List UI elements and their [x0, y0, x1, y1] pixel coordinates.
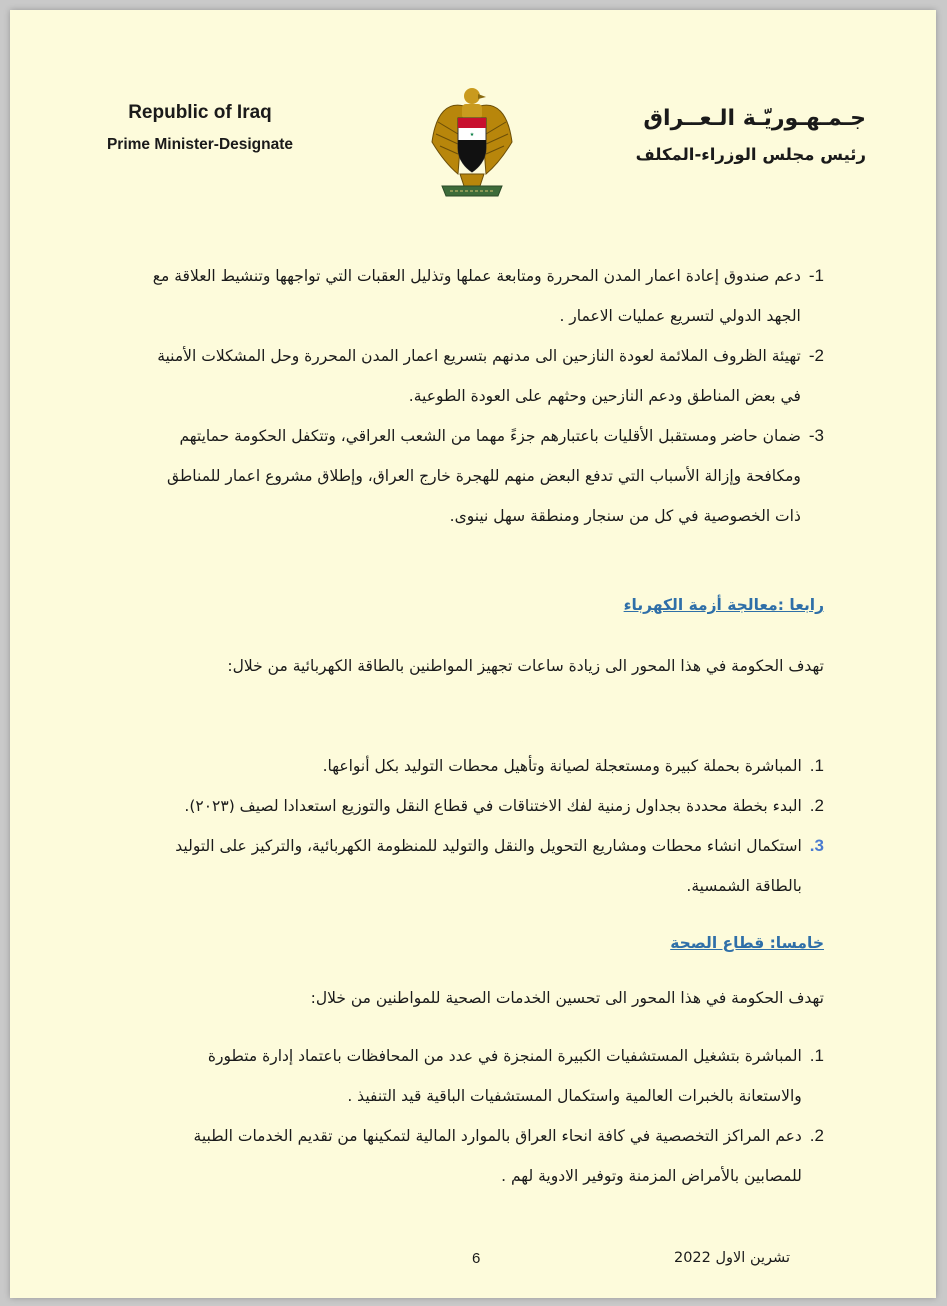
item-text: تهيئة الظروف الملائمة لعودة النازحين الى مدنهم بتسريع اعمار المدن المحررة وحل المشكلات الأمنية في بعض المناطق ودعم النازحين وحثهم على العودة الطوعية.: [157, 347, 801, 405]
header-english: [80, 102, 320, 154]
section5-intro: [150, 978, 824, 1018]
item-text: المباشرة بتشغيل المستشفيات الكبيرة المنجزة في عدد من المحافظات باعتماد إدارة متطورة والاستعانة بالخبرات العالمية واستكمال المستشفيات الباقية قيد التنفيذ .: [207, 1047, 802, 1105]
intro-list: [150, 256, 824, 536]
item-number: 2.: [809, 796, 824, 815]
list-item: [150, 256, 824, 336]
list-item: [150, 786, 824, 826]
item-number: 1-: [808, 266, 824, 285]
section-heading-health: خامسا: قطاع الصحة: [670, 934, 824, 952]
country-name-ar: جـمـهـوريّـة الـعــراق: [643, 106, 866, 131]
page-number: 6: [472, 1250, 481, 1267]
office-title-ar: رئيس مجلس الوزراء-المكلف: [635, 145, 866, 164]
iraq-eagle-emblem-icon: [428, 82, 516, 204]
list-item: [150, 336, 824, 416]
item-text: المباشرة بحملة كبيرة ومستعجلة لصيانة وتأهيل محطات التوليد بكل أنواعها.: [322, 757, 802, 775]
document-date: تشرين الاول 2022: [673, 1250, 790, 1266]
header-arabic: [586, 106, 866, 164]
item-number: 3.: [809, 836, 824, 855]
section-intro-text: تهدف الحكومة في هذا المحور الى تحسين الخدمات الصحية للمواطنين من خلال:: [310, 989, 824, 1007]
item-number: 1.: [809, 756, 824, 775]
list-item: [150, 1116, 824, 1196]
list-item: [150, 746, 824, 786]
item-text: البدء بخطة محددة بجداول زمنية لفك الاختناقات في قطاع النقل والتوزيع استعدادا لصيف (٢٠٢٣).: [184, 797, 802, 815]
office-title-en: Prime Minister-Designate: [106, 136, 294, 153]
item-number: 2-: [808, 346, 824, 365]
list-item: [150, 1036, 824, 1116]
item-text: دعم المراكز التخصصية في كافة انحاء العراق بالموارد المالية لتمكينها من تقديم الخدمات الطبية للمصابين بالأمراض المزمنة وتوفير الادوية لهم .: [193, 1127, 802, 1185]
document-page: [10, 10, 936, 1298]
item-number: 3-: [808, 426, 824, 445]
item-text: دعم صندوق إعادة اعمار المدن المحررة ومتابعة عملها وتذليل العقبات التي تواجهها وتنشيط العلاقة مع الجهد الدولي لتسريع عمليات الاعمار .: [152, 267, 801, 325]
section-intro-text: تهدف الحكومة في هذا المحور الى زيادة ساعات تجهيز المواطنين بالطاقة الكهربائية من خلال:: [227, 657, 824, 675]
country-name-en: Republic of Iraq: [128, 102, 272, 123]
section-heading-electricity: رابعا :معالجة أزمة الكهرباء: [623, 596, 824, 614]
svg-text:★: ★: [469, 132, 475, 138]
item-text: استكمال انشاء محطات ومشاريع التحويل والنقل والتوليد للمنظومة الكهربائية، والتركيز على التوليد بالطاقة الشمسية.: [175, 837, 802, 895]
item-number: 2.: [809, 1126, 824, 1145]
section4-intro: [150, 646, 824, 686]
item-number: 1.: [809, 1046, 824, 1065]
section4-list: [150, 746, 824, 906]
list-item: [150, 826, 824, 906]
item-text: ضمان حاضر ومستقبل الأقليات باعتبارهم جزءً مهما من الشعب العراقي، وتتكفل الحكومة حمايتهم ومكافحة وإزالة الأسباب التي تدفع البعض منهم للهجرة خارج العراق، وإطلاق مشروع اعمار للمناطق ذات الخصوصية في كل من سنجار ومنطقة سهل نينوى.: [167, 427, 801, 525]
list-item: [150, 416, 824, 536]
section5-list: [150, 1036, 824, 1196]
